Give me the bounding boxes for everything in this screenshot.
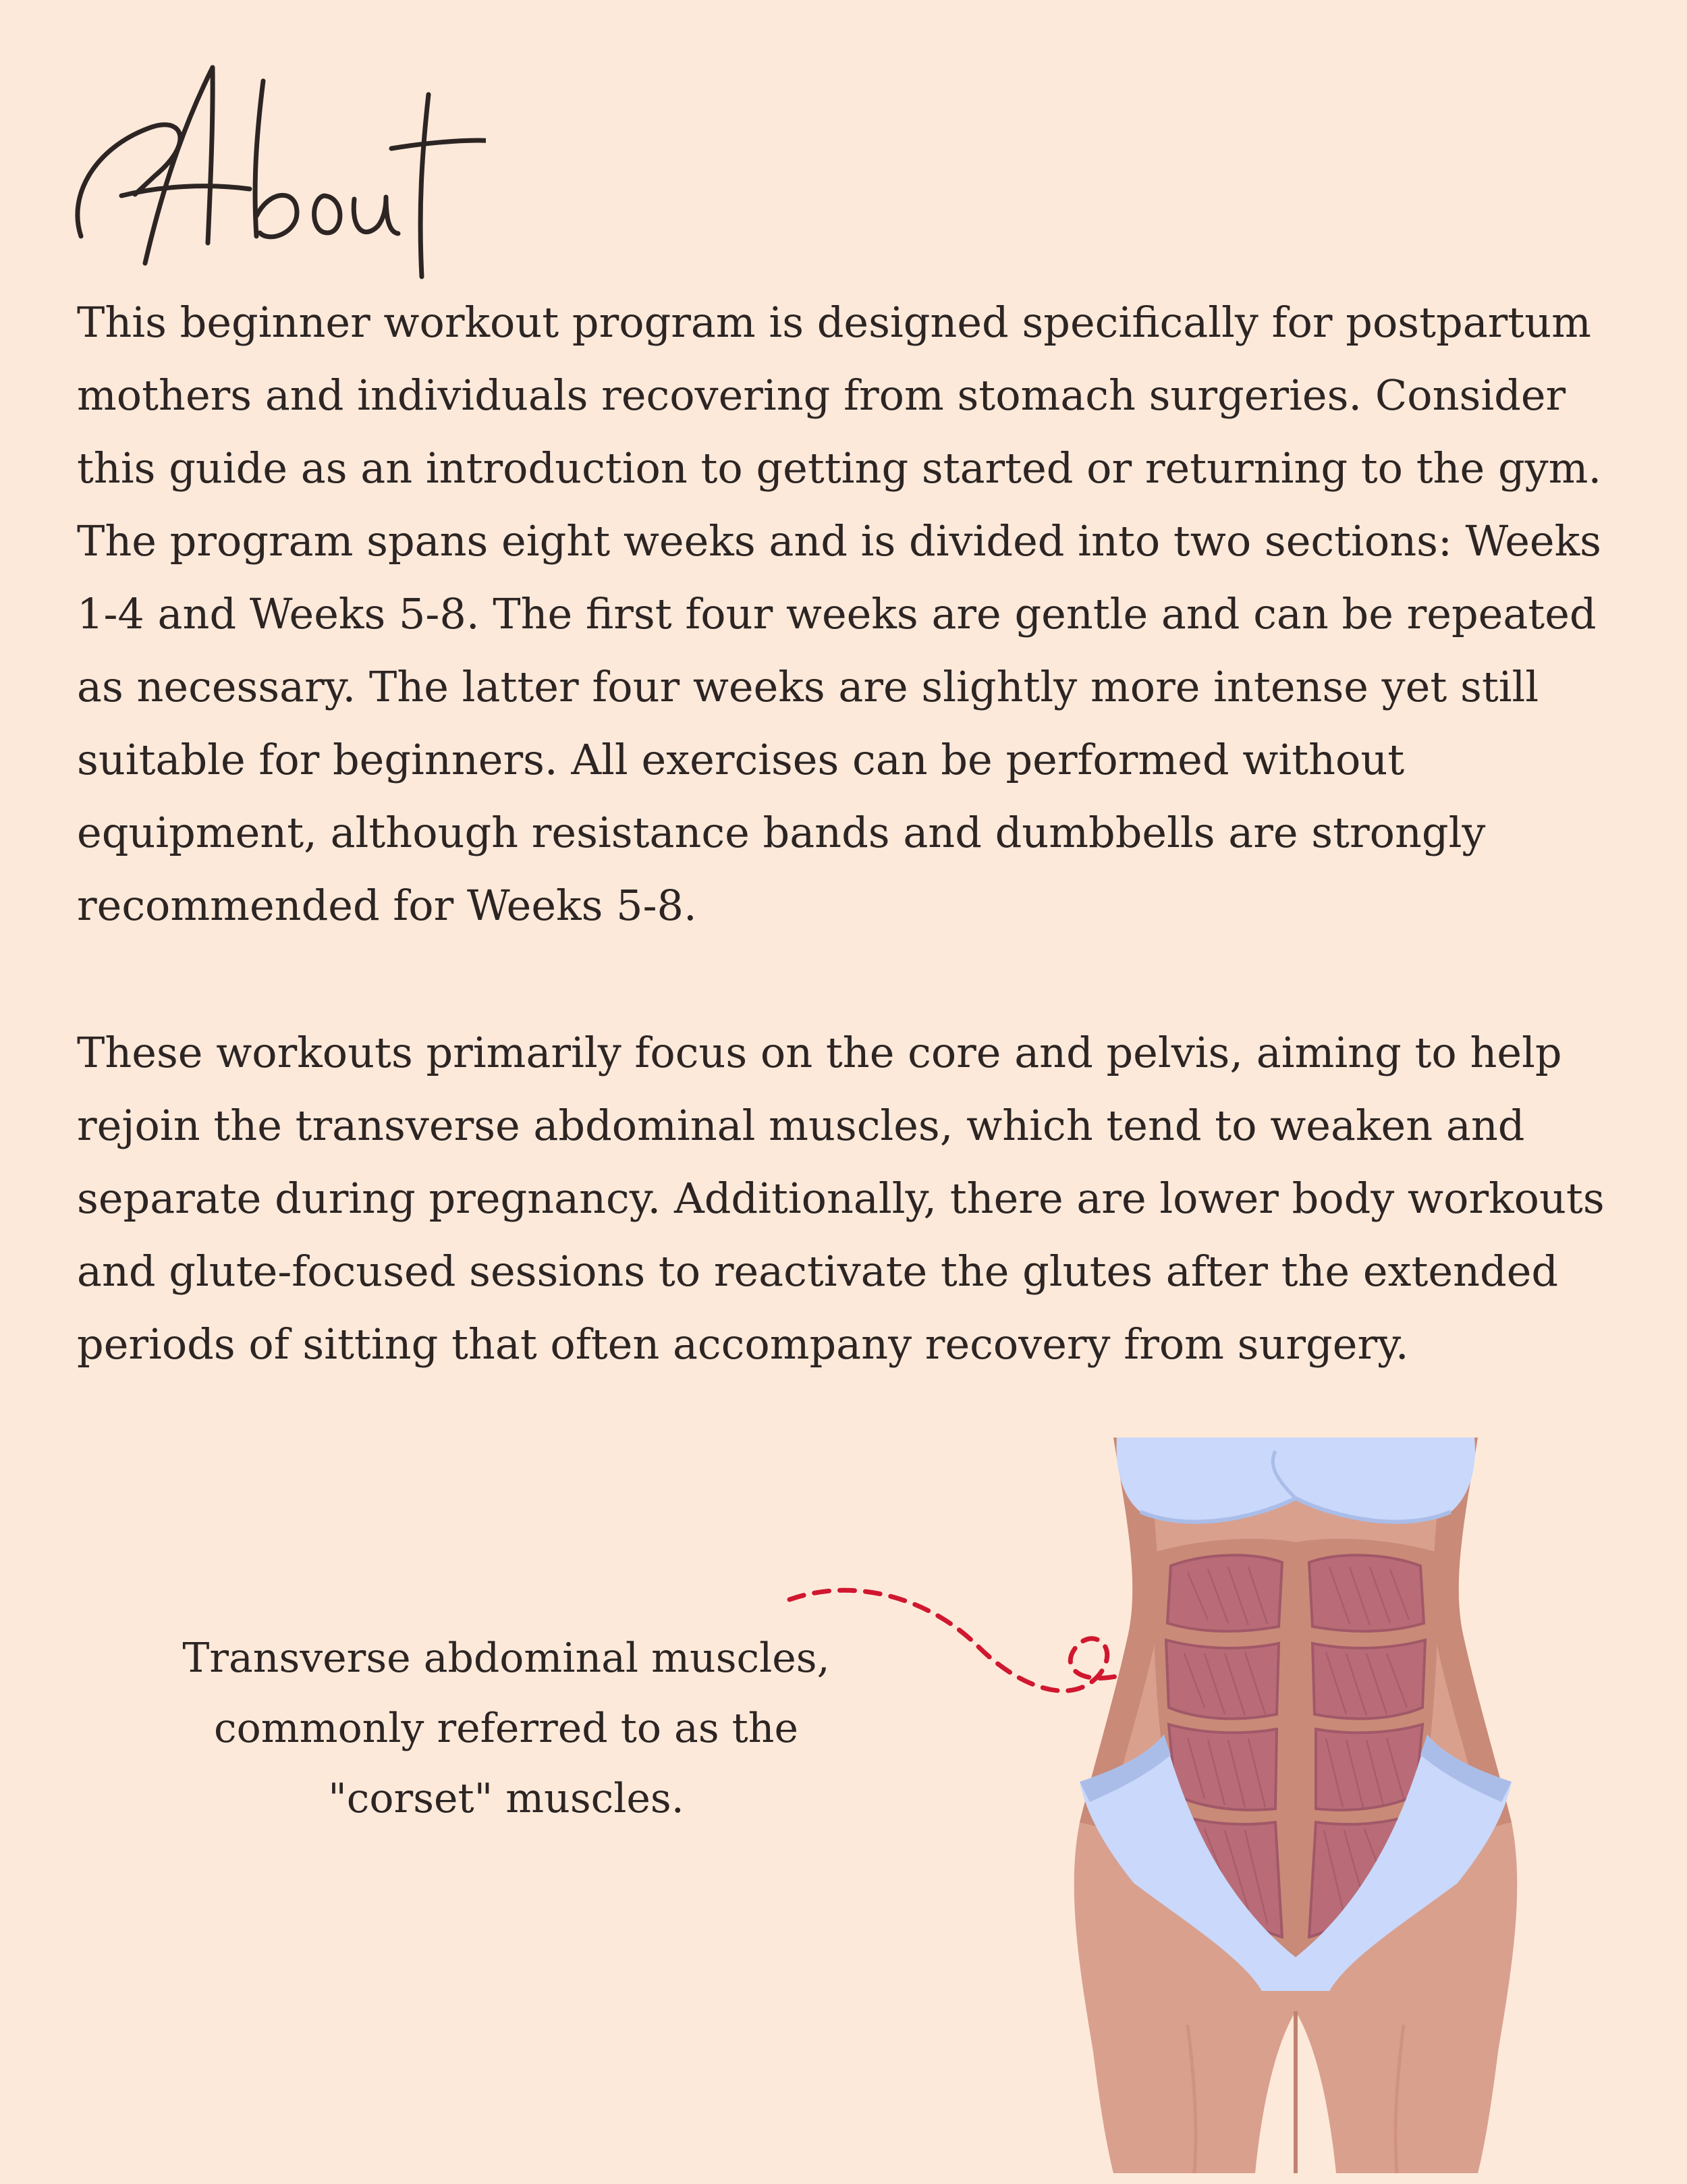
caption-line: Transverse abdominal muscles, <box>182 1635 830 1682</box>
caption-line: commonly referred to as the <box>214 1705 798 1752</box>
focus-paragraph: These workouts primarily focus on the core and pelvis, aiming to help rejoin the transverse abdominal muscles, which tend to weaken and separate during pregnancy. Additionally, there are lower body workouts and glute-focused sessions to reactivate the glutes after the extended periods of sitting that often accompany recovery from surgery. <box>77 1028 1605 1369</box>
caption-line: "corset" muscles. <box>328 1775 684 1822</box>
intro-paragraph: This beginner workout program is designed specifically for postpartum mothers and individuals recovering from stomach surgeries. Consider this guide as an introduction to getting started or returning to the gym. The program spans eight weeks and is divided into two sections: Weeks 1-4 and Weeks 5-8. The first four weeks are gentle and can be repeated as necessary. The latter four weeks are slightly more intense yet still suitable for beginners. All exercises can be performed without equipment, although resistance bands and dumbbells are strongly recommended for Weeks 5-8. <box>77 298 1602 930</box>
torso-abdominal-muscles-illustration <box>1053 1417 1539 2184</box>
page-heading <box>54 40 486 297</box>
